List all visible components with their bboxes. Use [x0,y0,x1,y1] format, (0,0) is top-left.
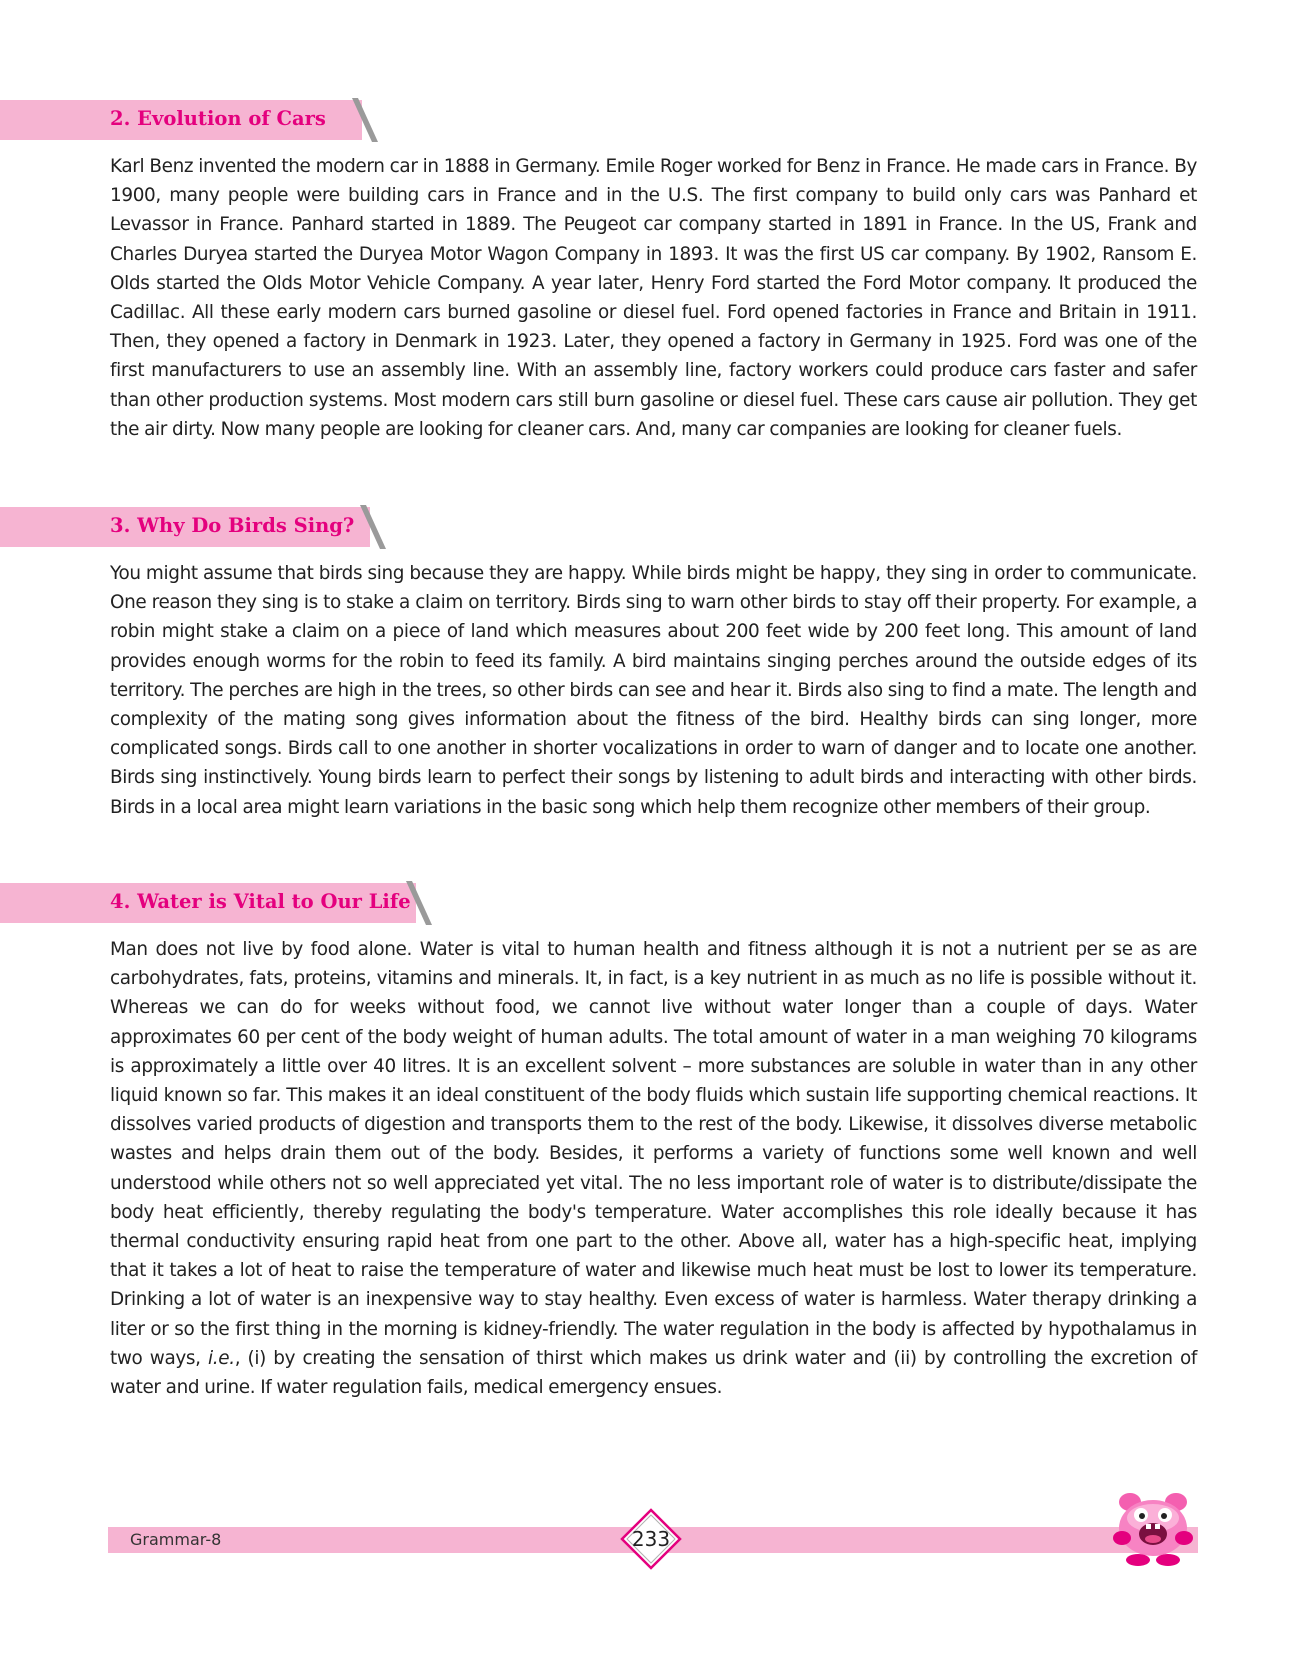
header-slash-decoration [406,881,442,925]
footer-book-title: Grammar-8 [130,1530,222,1549]
italic-abbreviation: i.e. [208,1347,235,1369]
section-body-evolution-of-cars: Karl Benz invented the modern car in 1888 in Germany. Emile Roger worked for Benz in France. He made cars in France. By 1900, many people were building cars in France and in the U.S. The first company to build only cars was Panhard et Levassor in France. Panhard started in 1889. The Peugeot car company started in 1891 in France. In the US, Frank and Charles Duryea started the Duryea Motor Wagon Company in 1893. It was the first US car company. By 1902, Ransom E. Olds started the Olds Motor Vehicle Company. A year later, Henry Ford started the Ford Motor company. It produced the Cadillac. All these early modern cars burned gasoline or diesel fuel. Ford opened factories in France and Britain in 1911. Then, they opened a factory in Denmark in 1923. Later, they opened a factory in Germany in 1925. Ford was one of the first manufacturers to use an assembly line. With an assembly line, factory workers could produce cars faster and safer than other production systems. Most modern cars still burn gasoline or diesel fuel. These cars cause air pollution. They get the air dirty. Now many people are looking for cleaner cars. And, many car companies are looking for cleaner fuels. [110,156,1197,440]
section-body-why-do-birds-sing: You might assume that birds sing because they are happy. While birds might be happy, they sing in order to communicate. One reason they sing is to stake a claim on territory. Birds sing to warn other birds to stay off their property. For example, a robin might stake a claim on a piece of land which measures about 200 feet wide by 200 feet long. This amount of land provides enough worms for the robin to feed its family. A bird maintains singing perches around the outside edges of its territory. The perches are high in the trees, so other birds can see and hear it. Birds also sing to find a mate. The length and complexity of the mating song gives information about the fitness of the bird. Healthy birds can sing longer, more complicated songs. Birds call to one another in shorter vocalizations in order to warn of danger and to locate one another. Birds sing instinctively. Young birds learn to perfect their songs by listening to adult birds and interacting with other birds. Birds in a local area might learn variations in the basic song which help them recognize other members of their group. [110,563,1197,818]
section-title: 2. Evolution of Cars [110,107,326,130]
body-text: Man does not live by food alone. Water is vital to human health and fitness although it is not a nutrient per se as are carbohydrates, fats, proteins, vitamins and minerals. It, in fact, is a key nutrient in as much as no life is possible without it. Whereas we can do for weeks without food, we cannot live without water longer than a couple of days. Water approximates 60 per cent of the body weight of human adults. The total amount of water in a man weighing 70 kilograms is approximately a little over 40 litres. It is an excellent solvent – more substances are soluble in water than in any other liquid known so far. This makes it an ideal constituent of the body fluids which sustain life supporting chemical reactions. It dissolves varied products of digestion and transports them to the rest of the body. Likewise, it dissolves diverse metabolic wastes and helps drain them out of the body. Besides, it performs a variety of functions some well known and well understood while others not so well appreciated yet vital. The no less important role of water is to distribute/dissipate the body heat efficiently, thereby regulating the body's temperature. Water accomplishes this role ideally because it has thermal conductivity ensuring rapid heat from one part to the other. Above all, water has a high-specific heat, implying that it takes a lot of heat to raise the temperature of water and likewise much heat must be lost to lower its temperature. Drinking a lot of water is an inexpensive way to stay healthy. Even excess of water is harmless. Water therapy drinking a liter or so the first thing in the morning is kidney-friendly. The water regulation in the body is affected by hypothalamus in two ways, [110,939,1197,1369]
body-text: , (i) by creating the sensation of thirst which makes us drink water and (ii) by controlling the excretion of water and urine. If water regulation fails, medical emergency ensues. [110,1347,1197,1399]
header-slash-decoration [352,98,388,142]
section-title: 3. Why Do Birds Sing? [110,514,355,537]
page-number: 233 [631,1527,671,1551]
pink-monster-mascot-icon [1108,1488,1198,1568]
section-body-water-is-vital [110,935,1197,1402]
header-slash-decoration [360,505,396,549]
section-title: 4. Water is Vital to Our Life [110,890,411,913]
